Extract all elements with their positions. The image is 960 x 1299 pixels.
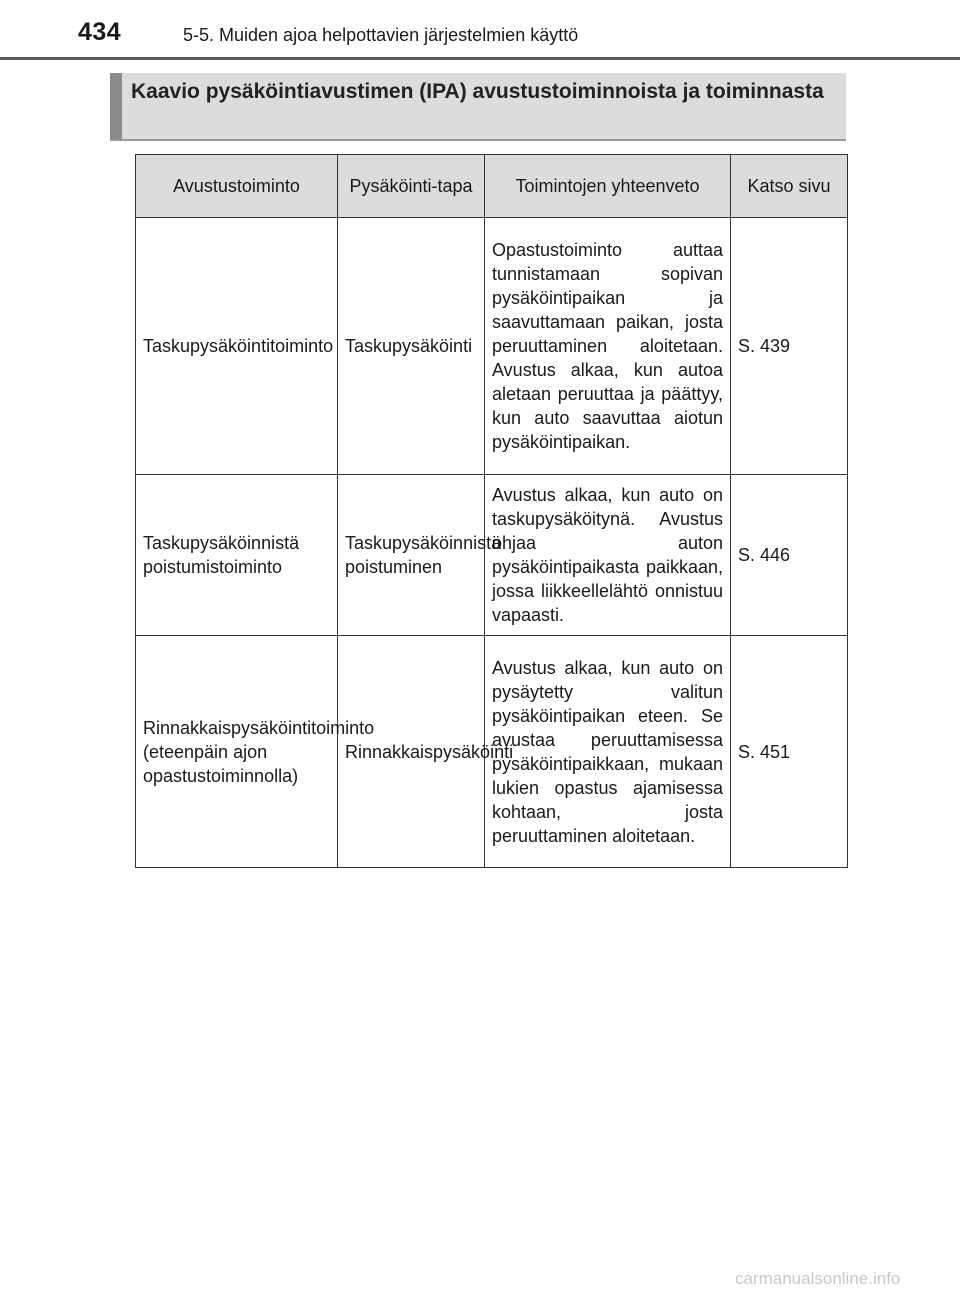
- table-header-row: [136, 155, 848, 218]
- assist-functions-table: [135, 154, 848, 868]
- cell-page-ref: S. 446: [731, 475, 848, 636]
- section-divider: [110, 139, 846, 141]
- table-row: [136, 475, 848, 636]
- section-heading-box: [110, 73, 846, 139]
- cell-summary: Avustus alkaa, kun auto on pysäytetty valitun pysäköintipaikan eteen. Se avustaa peruuttamisessa pysäköintipaikkaan, mukaan lukien opastus ajamisessa kohtaan, josta peruuttaminen aloitetaan.: [485, 636, 731, 868]
- cell-page-ref: S. 439: [731, 218, 848, 475]
- cell-function: Rinnakkaispysäköintitoiminto (eteenpäin ajon opastustoiminnolla): [136, 636, 338, 868]
- table-row: [136, 218, 848, 475]
- cell-function: Taskupysäköinnistä poistumistoiminto: [136, 475, 338, 636]
- column-header: Katso sivu: [731, 155, 848, 218]
- column-header: Avustustoiminto: [136, 155, 338, 218]
- header-divider: [0, 57, 960, 60]
- section-title: Kaavio pysäköintiavustimen (IPA) avustustoiminnoista ja toiminnasta: [131, 80, 824, 103]
- cell-page-ref: S. 451: [731, 636, 848, 868]
- cell-mode: Taskupysäköinnistä poistuminen: [338, 475, 485, 636]
- page-number: 434: [78, 18, 122, 46]
- cell-function: Taskupysäköintitoiminto: [136, 218, 338, 475]
- column-header: Toimintojen yhteenveto: [485, 155, 731, 218]
- cell-mode: Rinnakkaispysäköinti: [338, 636, 485, 868]
- column-header: Pysäköinti-tapa: [338, 155, 485, 218]
- cell-summary: Avustus alkaa, kun auto on taskupysäköitynä. Avustus ohjaa auton pysäköintipaikasta paikkaan, jossa liikkeellelähtö onnistuu vapaasti.: [485, 475, 731, 636]
- cell-summary: Opastustoiminto auttaa tunnistamaan sopivan pysäköintipaikan ja saavuttamaan paikan, josta peruuttaminen aloitetaan. Avustus alkaa, kun autoa aletaan peruuttaa ja päättyy, kun auto saavuttaa aiotun pysäköintipaikan.: [485, 218, 731, 475]
- table-row: [136, 636, 848, 868]
- page-header: [0, 0, 960, 60]
- watermark: carmanualsonline.info: [735, 1269, 901, 1288]
- chapter-title: 5-5. Muiden ajoa helpottavien järjestelmien käyttö: [183, 25, 579, 45]
- cell-mode: Taskupysäköinti: [338, 218, 485, 475]
